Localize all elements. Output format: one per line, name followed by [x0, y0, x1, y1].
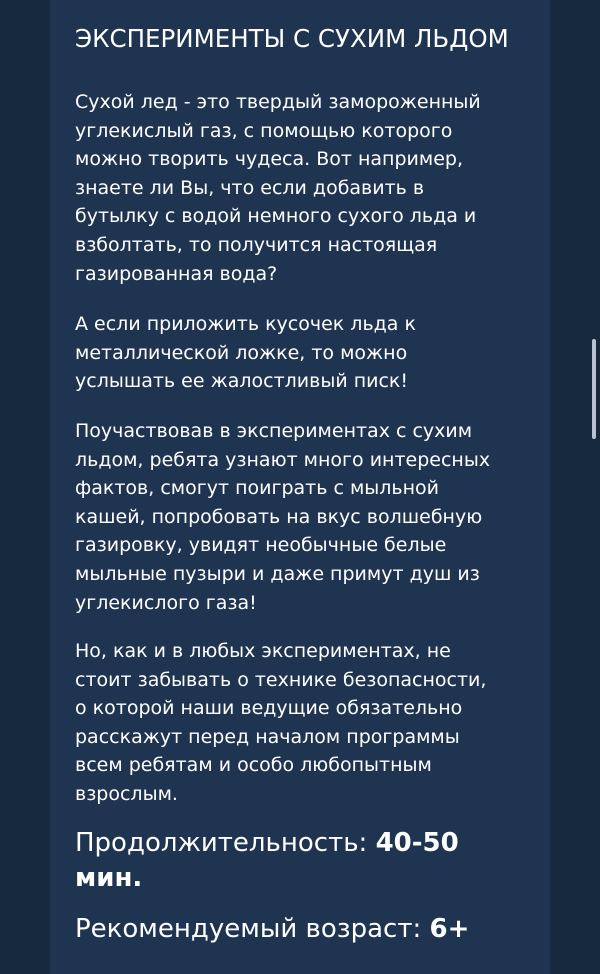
age-label: Рекомендуемый возраст: — [75, 914, 422, 944]
duration-line-2 — [75, 861, 459, 896]
text-line: можно творить чудеса. Вот например, — [75, 148, 464, 171]
text-line: всем ребятам и особо любопытным — [75, 754, 432, 777]
page-title: ЭКСПЕРИМЕНТЫ С СУХИМ ЛЬДОМ — [75, 24, 509, 53]
text-line: стоит забывать о технике безопасности, — [75, 668, 487, 691]
text-line: газировку, увидят необычные белые — [75, 534, 447, 557]
duration-value: 40-50 — [375, 828, 459, 858]
duration-unit: мин. — [75, 863, 143, 893]
scrollbar-thumb[interactable] — [592, 339, 596, 439]
text-line: взболтать, то получится настоящая — [75, 233, 438, 256]
duration-label: Продолжительность: — [75, 828, 368, 858]
text-line: металлической ложке, то можно — [75, 341, 408, 364]
text-line: расскажут перед началом программы — [75, 725, 460, 748]
paragraph-safety — [75, 637, 486, 809]
text-line: о которой наши ведущие обязательно — [75, 697, 463, 720]
text-line: услышать ее жалостливый писк! — [75, 370, 409, 393]
text-line: фактов, смогут поиграть с мыльной — [75, 477, 440, 500]
text-line: Поучаствовав в экспериментах с сухим — [75, 420, 473, 442]
text-line: углекислый газ, с помощью которого — [75, 119, 453, 142]
text-line: знаете ли Вы, что если добавить в — [75, 176, 425, 199]
text-line: кашей, попробовать на вкус волшебную — [75, 505, 483, 528]
age-value: 6+ — [429, 914, 470, 944]
paragraph-spoon — [75, 310, 416, 396]
text-line: льдом, ребята узнают много интересных — [75, 448, 491, 471]
text-line: А если приложить кусочек льда к — [75, 313, 416, 335]
text-line: мыльные пузыри и даже примут душ из — [75, 562, 480, 585]
text-line: бутылку с водой немного сухого льда и — [75, 205, 477, 228]
duration-info — [75, 826, 459, 896]
duration-line-1 — [75, 826, 459, 861]
age-info — [75, 912, 469, 947]
paragraph-dry-ice-intro — [75, 88, 481, 288]
text-line: Но, как и в любых экспериментах, не — [75, 640, 451, 662]
text-line: углекислого газа! — [75, 591, 257, 614]
paragraph-activities — [75, 417, 490, 617]
text-line: Сухой лед - это твердый замороженный — [75, 91, 481, 113]
text-line: взрослым. — [75, 782, 178, 805]
text-line: газированная вода? — [75, 262, 278, 285]
